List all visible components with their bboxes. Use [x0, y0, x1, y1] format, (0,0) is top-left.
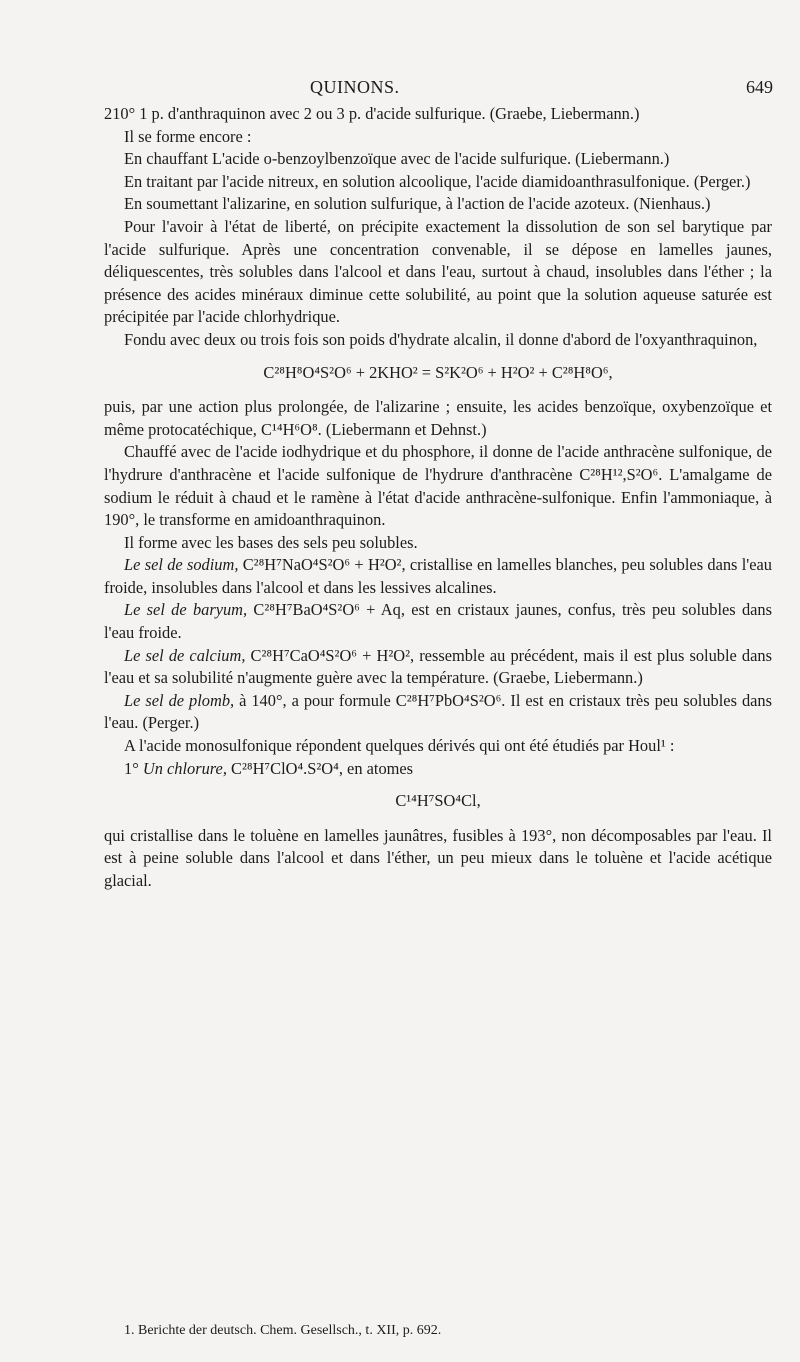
- salt-baryum: [104, 599, 772, 644]
- salt-sodium: [104, 554, 772, 599]
- paragraph-continuation: 210° 1 p. d'anthraquinon avec 2 ou 3 p. d'acide sulfurique. (Graebe, Liebermann.): [104, 104, 640, 123]
- paragraph: En traitant par l'acide nitreux, en solution alcoolique, l'acide diamidoanthrasulfonique. (Perger.): [124, 171, 751, 191]
- footnote: 1. Berichte der deutsch. Chem. Gesellsch., t. XII, p. 692.: [124, 1323, 442, 1338]
- item-number: 1°: [124, 758, 143, 778]
- paragraph: Pour l'avoir à l'état de liberté, on précipite exactement la dissolution de son sel barytique par l'acide sulfurique. Après une concentration convenable, il se dépose en lamelles jaunes, déliquescentes, très solubles dans l'alcool et dans l'eau, surtout à chaud, insolubles dans l'éther ; la présence des acides minéraux diminue cette solubilité, au point que la solution aqueuse saturée est précipitée par l'acide chlorhydrique.: [104, 216, 772, 327]
- salt-name: Le sel de plomb,: [124, 690, 235, 710]
- page-number: 649: [746, 77, 773, 97]
- paragraph: Il se forme encore :: [124, 126, 252, 146]
- salt-description: C²⁸H⁷NaO⁴S²O⁶ + H²O², cristallise en lamelles blanches, peu solubles dans l'eau froide, insolubles dans l'alcool et dans les lessives alcalines.: [104, 555, 772, 597]
- salt-name: Le sel de calcium,: [124, 645, 246, 665]
- equation-fusion: C²⁸H⁸O⁴S²O⁶ + 2KHO² = S²K²O⁶ + H²O² + C²⁸H⁸O⁶,: [263, 362, 613, 382]
- salt-calcium: [104, 645, 772, 690]
- chlorure-formula: C²⁸H⁷ClO⁴.S²O⁴, en atomes: [226, 758, 414, 778]
- salt-name: Le sel de sodium,: [124, 555, 239, 575]
- salt-plomb: [104, 690, 772, 735]
- salt-description: à 140°, a pour formule C²⁸H⁷PbO⁴S²O⁶. Il est en cristaux très peu solubles dans l'eau. (Perger.): [104, 690, 772, 733]
- paragraph: Fondu avec deux ou trois fois son poids d'hydrate alcalin, il donne d'abord de l'oxyanthraquinon,: [124, 329, 758, 349]
- paragraph: Il forme avec les bases des sels peu solubles.: [124, 532, 418, 552]
- page-header: [0, 77, 800, 101]
- paragraph: En soumettant l'alizarine, en solution sulfurique, à l'action de l'acide azoteux. (Nienhaus.): [124, 194, 711, 214]
- paragraph: A l'acide monosulfonique répondent quelques dérivés qui ont été étudiés par Houl¹ :: [124, 736, 675, 756]
- paragraph: En chauffant L'acide o-benzoylbenzoïque avec de l'acide sulfurique. (Liebermann.): [124, 149, 670, 169]
- salt-name: Le sel de baryum,: [124, 600, 248, 620]
- chlorure-item: [104, 758, 772, 781]
- chlorure-name: Un chlorure,: [142, 758, 227, 778]
- equation-chlorure: C¹⁴H⁷SO⁴Cl,: [395, 791, 481, 811]
- paragraph-continuation: qui cristallise dans le toluène en lamelles jaunâtres, fusibles à 193°, non décomposables par l'eau. Il est à peine soluble dans l'alcool et dans l'éther, un peu mieux dans le toluène et l'acide acétique glacial.: [104, 825, 772, 890]
- salt-description: C²⁸H⁷CaO⁴S²O⁶ + H²O², ressemble au précédent, mais il est plus soluble dans l'eau et sa solubilité n'augmente guère avec la température. (Graebe, Liebermann.): [104, 645, 772, 688]
- salt-description: C²⁸H⁷BaO⁴S²O⁶ + Aq, est en cristaux jaunes, confus, très peu solubles dans l'eau froide.: [104, 600, 772, 643]
- paragraph: Chauffé avec de l'acide iodhydrique et du phosphore, il donne de l'acide anthracène sulfonique, de l'hydrure d'anthracène et l'acide sulfonique de l'hydrure d'anthracène C²⁸H¹²,S²O⁶. L'amalgame de sodium le réduit à chaud et le ramène à l'état d'acide anthracène-sulfonique. Enfin l'ammoniaque, à 190°, le transforme en amidoanthraquinon.: [104, 442, 772, 530]
- body-text: [104, 103, 772, 893]
- paragraph-continuation: puis, par une action plus prolongée, de l'alizarine ; ensuite, les acides benzoïque, oxybenzoïque et même protocatéchique, C¹⁴H⁶O⁸. (Liebermann et Dehnst.): [104, 397, 772, 439]
- running-head: QUINONS.: [310, 77, 400, 97]
